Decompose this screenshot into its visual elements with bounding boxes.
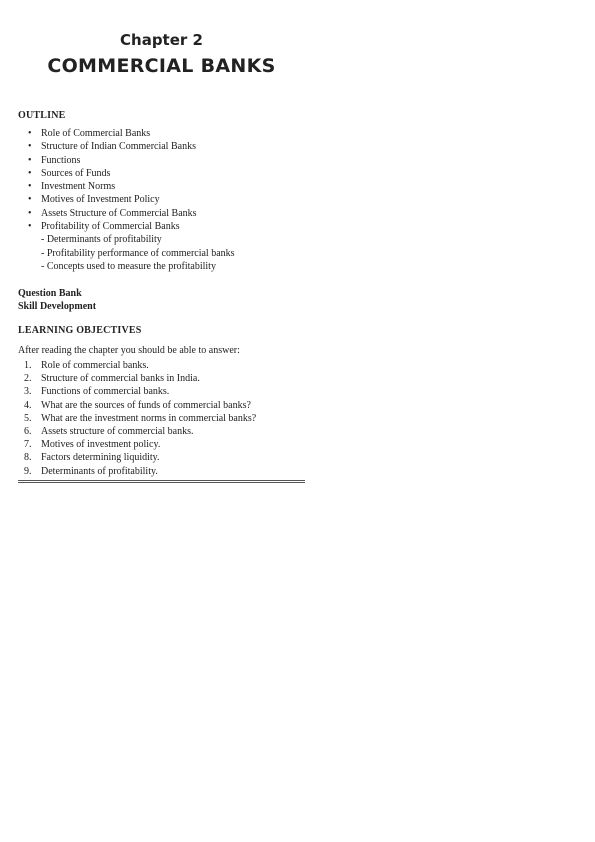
objective-item [18,399,256,412]
bullet-icon: • [28,154,32,166]
objectives-list [18,359,256,478]
objective-text: What are the investment norms in commercial banks? [41,412,257,424]
objective-item [18,372,256,385]
bullet-icon: • [28,181,32,193]
objective-item [18,438,256,451]
outline-item-text: Assets Structure of Commercial Banks [41,207,197,219]
objective-number: 2. [24,373,32,385]
objective-number: 3. [24,386,32,398]
objective-text: Structure of commercial banks in India. [41,373,200,385]
objective-item [18,465,256,478]
outline-item-text: Structure of Indian Commercial Banks [41,141,196,153]
objective-item [18,451,256,464]
chapter-title: COMMERCIAL BANKS [47,55,276,77]
outline-item [24,193,235,206]
learning-objectives-heading: LEARNING OBJECTIVES [18,325,142,336]
outline-subitem: - Profitability performance of commercial banks [41,247,235,259]
outline-item [24,167,235,180]
objective-text: Role of commercial banks. [41,360,149,371]
objective-number: 7. [24,439,32,451]
objective-number: 9. [24,465,32,477]
objective-text: Functions of commercial banks. [41,386,170,398]
outline-item [24,154,235,167]
outline-item-text: Investment Norms [41,181,116,193]
bullet-icon: • [28,167,32,179]
objective-text: Factors determining liquidity. [41,452,160,464]
objectives-intro: After reading the chapter you should be able to answer: [18,345,240,356]
outline-list [24,127,235,273]
bullet-icon: • [28,194,32,206]
objective-number: 6. [24,425,32,437]
outline-item [24,220,235,233]
objective-item [18,412,256,425]
outline-subitem: - Concepts used to measure the profitability [41,260,216,272]
objective-item [18,385,256,398]
objective-text: Motives of investment policy. [41,439,161,451]
bullet-icon: • [28,221,32,233]
outline-item [24,140,235,153]
skill-development-label: Skill Development [18,301,97,312]
objective-text: Assets structure of commercial banks. [41,425,194,437]
objective-number: 5. [24,412,32,424]
bullet-icon: • [28,141,32,153]
objective-text: Determinants of profitability. [41,465,158,477]
outline-subitem: - Determinants of profitability [41,234,162,246]
objective-number: 1. [24,360,32,371]
outline-item-text: Motives of Investment Policy [41,194,160,206]
objective-number: 4. [24,399,32,411]
outline-item [24,207,235,220]
outline-item-text: Functions [41,154,81,166]
question-bank-label: Question Bank [18,288,82,299]
bullet-icon: • [28,207,32,219]
outline-item-text: Role of Commercial Banks [41,128,151,139]
section-divider [18,480,305,483]
objective-text: What are the sources of funds of commercial banks? [41,399,251,411]
bullet-icon: • [28,128,32,139]
chapter-number: Chapter 2 [120,31,203,49]
objective-item [18,425,256,438]
outline-item [24,127,235,140]
outline-item-text: Profitability of Commercial Banks [41,221,180,233]
objective-number: 8. [24,452,32,464]
objective-item [18,359,256,372]
extras-block [18,287,96,313]
outline-item-text: Sources of Funds [41,167,111,179]
outline-item [24,180,235,193]
outline-heading: OUTLINE [18,110,66,121]
